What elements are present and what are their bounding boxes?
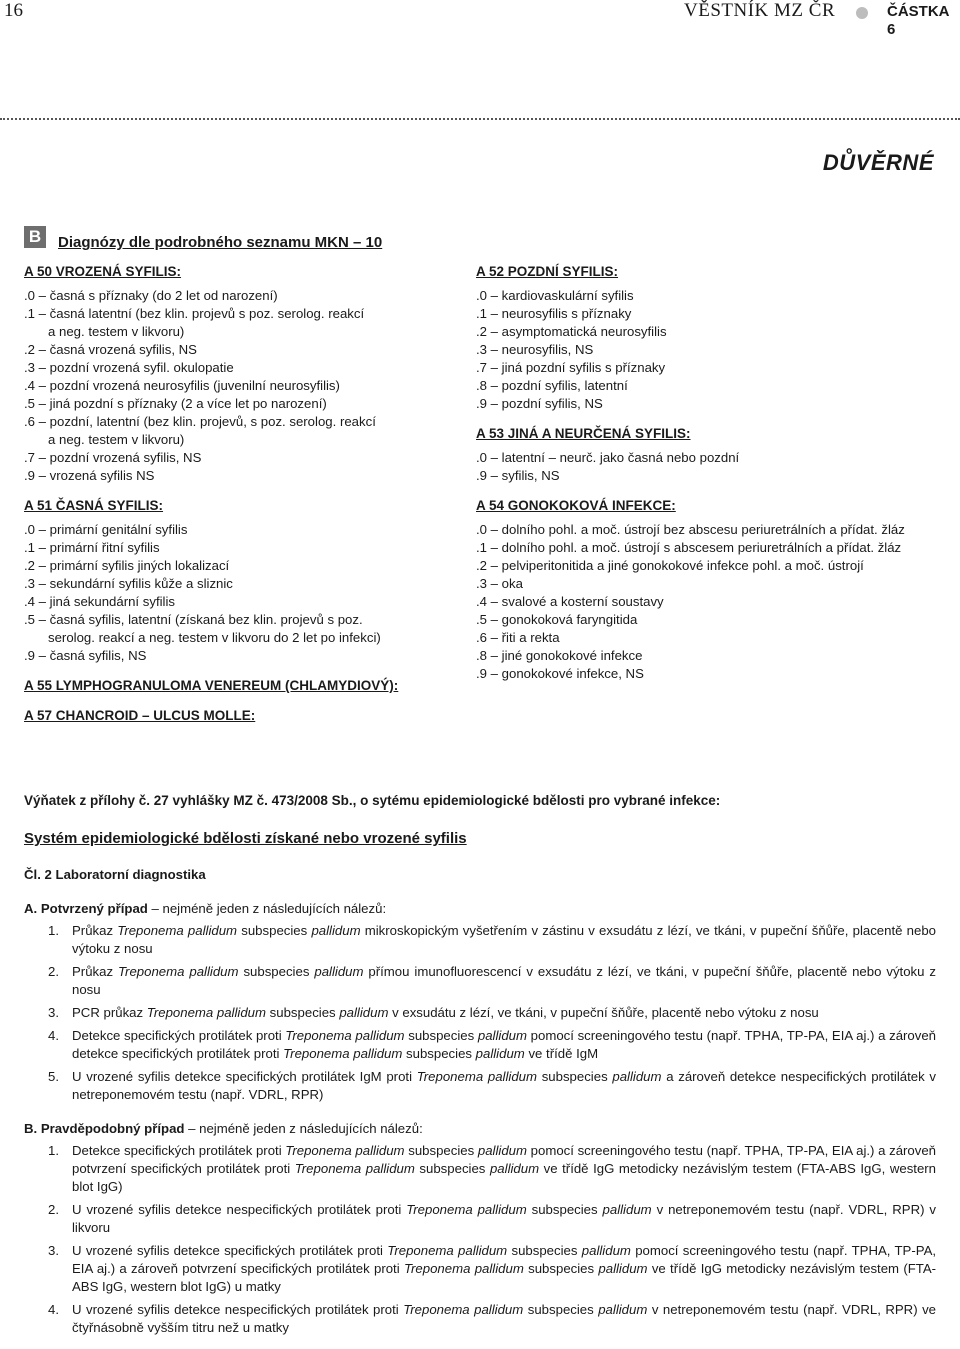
a50-list	[24, 287, 444, 485]
list-item: .5 – gonokoková faryngitida	[476, 612, 638, 627]
list-item: .3 – neurosyfilis, NS	[476, 342, 594, 357]
criteria-item	[24, 1242, 936, 1296]
item-number: 1.	[48, 923, 59, 938]
category-b-list	[24, 1142, 936, 1337]
list-item: .8 – pozdní syfilis, latentní	[476, 378, 628, 393]
list-item: .7 – jiná pozdní syfilis s příznaky	[476, 360, 666, 375]
category-a-suffix: – nejméně jeden z následujících nálezů:	[147, 901, 387, 916]
dotted-separator	[0, 118, 960, 120]
a54-heading: A 54 GONOKOKOVÁ INFEKCE:	[476, 498, 676, 513]
criteria-item	[24, 1027, 936, 1063]
list-item: .2 – časná vrozená syfilis, NS	[24, 342, 197, 357]
list-item: .5 – časná syfilis, latentní (získaná bez klin. projevů s poz.	[24, 612, 363, 627]
item-number: 2.	[48, 964, 59, 979]
a57-heading: A 57 CHANCROID – ULCUS MOLLE:	[24, 708, 256, 723]
criteria-item	[24, 1004, 936, 1022]
list-item: serolog. reakcí a neg. testem v likvoru do 2 let po infekci)	[48, 630, 381, 645]
list-item: .1 – primární řitní syfilis	[24, 540, 160, 555]
page-header	[0, 0, 960, 38]
list-item: .3 – oka	[476, 576, 523, 591]
item-number: 2.	[48, 1202, 59, 1217]
item-text: Průkaz Treponema pallidum subspecies pallidum mikroskopickým vyšetřením v zástinu v exsudátu z lézí, ve tkáni, v pupeční šňůře, placentě nebo výtoku z nosu	[72, 923, 937, 956]
criteria-item	[24, 1201, 936, 1237]
a52-list	[476, 287, 946, 413]
list-item: .9 – vrozená syfilis NS	[24, 468, 155, 483]
list-item: .3 – pozdní vrozená syfil. okulopatie	[24, 360, 234, 375]
category-b-label: B. Pravděpodobný případ	[24, 1121, 185, 1136]
list-item: .9 – gonokokové infekce, NS	[476, 666, 644, 681]
confidential-label: DŮVĚRNÉ	[822, 150, 934, 175]
issue-label: ČÁSTKA 6	[887, 3, 949, 38]
criteria-item	[24, 1142, 936, 1196]
a55-heading: A 55 LYMPHOGRANULOMA VENEREUM (CHLAMYDIOVÝ):	[24, 678, 399, 693]
system-title: Systém epidemiologické bdělosti získané nebo vrozené syfilis	[24, 830, 467, 847]
list-item: .0 – dolního pohl. a moč. ústrojí bez abscesu periuretrálních a přídat. žláz	[476, 522, 905, 537]
page-number: 16	[4, 0, 23, 21]
list-item: .2 – primární syfilis jiných lokalizací	[24, 558, 230, 573]
left-column	[24, 263, 444, 725]
list-item: .9 – pozdní syfilis, NS	[476, 396, 603, 411]
list-item: .1 – neurosyfilis s příznaky	[476, 306, 632, 321]
category-a-label: A. Potvrzený případ	[24, 901, 148, 916]
category-a	[24, 900, 936, 1104]
list-item: .2 – asymptomatická neurosyfilis	[476, 324, 667, 339]
a52-heading: A 52 POZDNÍ SYFILIS:	[476, 264, 619, 279]
list-item: .1 – časná latentní (bez klin. projevů s poz. serolog. reakcí	[24, 306, 365, 321]
item-number: 1.	[48, 1143, 59, 1158]
criteria-item	[24, 963, 936, 999]
criteria-item	[24, 1068, 936, 1104]
a50-heading: A 50 VROZENÁ SYFILIS:	[24, 264, 182, 279]
list-item: .2 – pelviperitonitida a jiné gonokokové infekce pohl. a moč. ústrojí	[476, 558, 864, 573]
list-item: .5 – jiná pozdní s příznaky (2 a více let po narození)	[24, 396, 327, 411]
list-item: .4 – jiná sekundární syfilis	[24, 594, 175, 609]
category-b-suffix: – nejméně jeden z následujících nálezů:	[184, 1121, 423, 1136]
list-item: a neg. testem v likvoru)	[48, 432, 185, 447]
a53-heading: A 53 JINÁ A NEURČENÁ SYFILIS:	[476, 426, 691, 441]
item-text: PCR průkaz Treponema pallidum subspecies pallidum v exsudátu z lézí, ve tkáni, v pupeční šňůře, placentě nebo výtoku z nosu	[72, 1005, 819, 1020]
item-text: U vrozené syfilis detekce nespecifických protilátek proti Treponema pallidum subspecies pallidum v netreponemovém testu (např. VDRL, RPR) v likvoru	[72, 1202, 937, 1235]
a54-list	[476, 521, 946, 683]
category-b	[24, 1120, 936, 1337]
article-title: Čl. 2 Laboratorní diagnostika	[24, 867, 206, 882]
item-number: 3.	[48, 1005, 59, 1020]
excerpt-intro: Výňatek z přílohy č. 27 vyhlášky MZ č. 473/2008 Sb., o sytému epidemiologické bdělosti pro vybrané infekce:	[24, 793, 721, 808]
a53-list	[476, 449, 946, 485]
bullet-dot-icon	[856, 7, 868, 19]
list-item: .9 – syfilis, NS	[476, 468, 560, 483]
section-letter-badge: B	[24, 226, 46, 248]
right-column	[476, 263, 946, 683]
section-title: Diagnózy dle podrobného seznamu MKN – 10	[58, 234, 383, 251]
list-item: .6 – řiti a rekta	[476, 630, 560, 645]
item-text: U vrozené syfilis detekce specifických protilátek IgM proti Treponema pallidum subspecies pallidum a zároveň detekce nespecifických protilátek v netreponemovém testu (např. VDRL, RPR)	[72, 1069, 936, 1102]
category-a-list	[24, 922, 936, 1104]
list-item: .3 – sekundární syfilis kůže a sliznic	[24, 576, 233, 591]
item-number: 5.	[48, 1069, 59, 1084]
item-number: 4.	[48, 1302, 59, 1317]
item-number: 3.	[48, 1243, 59, 1258]
item-text: Průkaz Treponema pallidum subspecies pallidum přímou imunofluorescencí v exsudátu z lézí, ve tkáni, v pupeční šňůře, placentě nebo výtoku z nosu	[72, 964, 936, 997]
criteria-item	[24, 922, 936, 958]
list-item: .9 – časná syfilis, NS	[24, 648, 147, 663]
list-item: .8 – jiné gonokokové infekce	[476, 648, 643, 663]
item-text: Detekce specifických protilátek proti Treponema pallidum subspecies pallidum pomocí screeningového testu (např. TPHA, TP-PA, EIA aj.) a zároveň detekce specifických protilátek proti Treponema pallidum subspecies pallidum ve třídě IgM	[72, 1028, 937, 1061]
a51-list	[24, 521, 444, 665]
list-item: .0 – časná s příznaky (do 2 let od narození)	[24, 288, 278, 303]
item-text: U vrozené syfilis detekce nespecifických protilátek proti Treponema pallidum subspecies pallidum v netreponemovém testu (např. VDRL, RPR) ve čtyřnásobně vyšším titru než u matky	[72, 1302, 937, 1335]
list-item: .0 – kardiovaskulární syfilis	[476, 288, 634, 303]
excerpt-section	[24, 792, 936, 1342]
list-item: a neg. testem v likvoru)	[48, 324, 185, 339]
list-item: .0 – primární genitální syfilis	[24, 522, 188, 537]
criteria-item	[24, 1301, 936, 1337]
item-number: 4.	[48, 1028, 59, 1043]
item-text: Detekce specifických protilátek proti Treponema pallidum subspecies pallidum pomocí screeningového testu (např. TPHA, TP-PA, EIA aj.) a zároveň potvrzení specifických protilátek proti Treponema pallidum subspecies pallidum ve třídě IgG metodicky nezávislým testem (FTA-ABS IgG, western blot IgG)	[72, 1143, 937, 1194]
journal-title: VĚSTNÍK MZ ČR	[684, 0, 836, 21]
list-item: .0 – latentní – neurč. jako časná nebo pozdní	[476, 450, 740, 465]
a51-heading: A 51 ČASNÁ SYFILIS:	[24, 498, 164, 513]
list-item: .4 – svalové a kosterní soustavy	[476, 594, 664, 609]
list-item: .7 – pozdní vrozená syfilis, NS	[24, 450, 202, 465]
list-item: .1 – dolního pohl. a moč. ústrojí s abscesem periuretrálních a přídat. žláz	[476, 540, 902, 555]
list-item: .4 – pozdní vrozená neurosyfilis (juvenilní neurosyfilis)	[24, 378, 340, 393]
list-item: .6 – pozdní, latentní (bez klin. projevů, s poz. serolog. reakcí	[24, 414, 376, 429]
item-text: U vrozené syfilis detekce specifických protilátek proti Treponema pallidum subspecies pallidum pomocí screeningového testu (např. TPHA, TP-PA, EIA aj.) a zároveň potvrzení specifických protilátek proti Treponema pallidum subspecies pallidum ve třídě IgG metodicky nezávislým testem (FTA-ABS IgG, western blot IgG) u matky	[72, 1243, 937, 1294]
